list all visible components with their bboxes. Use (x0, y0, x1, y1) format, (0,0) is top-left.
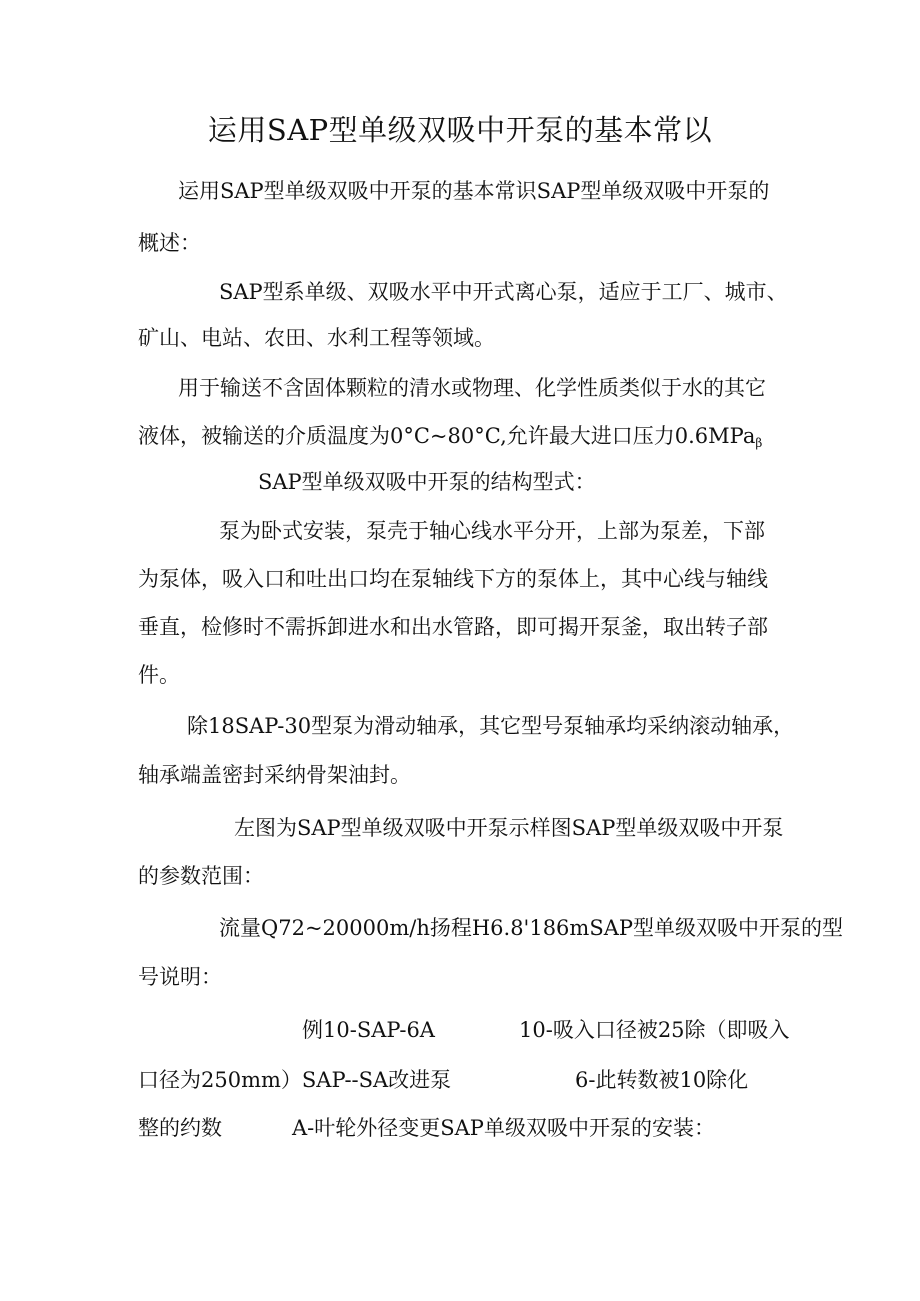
line-text: 液体，被输送的介质温度为0°C~80°C,允许最大进口压力0.6MPa (138, 424, 756, 448)
paragraph-line: 6-此转数被10除化 (575, 1068, 749, 1092)
paragraph-line: 件。 (138, 663, 180, 687)
paragraph-line: 10-吸入口径被25除（即吸入 (519, 1018, 790, 1042)
paragraph-line: 的参数范围： (138, 864, 264, 888)
paragraph-line: 流量Q72~20000m/h扬程H6.8'186mSAP型单级双吸中开泵的型 (219, 916, 844, 940)
paragraph-line: 口径为250mm）SAP--SA改进泵 (138, 1068, 452, 1092)
subscript-mark: β (755, 436, 763, 450)
section-heading: SAP型单级双吸中开泵的结构型式： (258, 470, 596, 494)
paragraph-line: 概述： (138, 231, 201, 255)
document-title: 运用SAP型单级双吸中开泵的基本常以 (207, 113, 713, 147)
paragraph-line: 号说明： (138, 965, 222, 989)
paragraph-line: 矿山、电站、农田、水利工程等领域。 (138, 326, 495, 350)
paragraph-line: SAP型系单级、双吸水平中开式离心泵，适应于工厂、城市、 (219, 280, 788, 304)
paragraph-line: 轴承端盖密封采纳骨架油封。 (138, 763, 411, 787)
paragraph-line: 左图为SAP型单级双吸中开泵示样图SAP型单级双吸中开泵 (234, 816, 784, 840)
paragraph-line: 运用SAP型单级双吸中开泵的基本常识SAP型单级双吸中开泵的 (178, 179, 770, 203)
paragraph-line: 除18SAP-30型泵为滑动轴承，其它型号泵轴承均采纳滚动轴承， (187, 714, 795, 738)
paragraph-line: 为泵体，吸入口和吐出口均在泵轴线下方的泵体上，其中心线与轴线 (138, 567, 768, 591)
paragraph-line (138, 426, 762, 449)
paragraph-line: 例10-SAP-6A (302, 1018, 435, 1042)
paragraph-line: 用于输送不含固体颗粒的清水或物理、化学性质类似于水的其它 (178, 376, 766, 400)
paragraph-line: 整的约数 (138, 1116, 222, 1140)
paragraph-line: 垂直，检修时不需拆卸进水和出水管路，即可揭开泵釜，取出转子部 (138, 615, 768, 639)
paragraph-line: A-叶轮外径变更SAP单级双吸中开泵的安装： (292, 1116, 715, 1140)
paragraph-line: 泵为卧式安装，泵壳于轴心线水平分开，上部为泵差，下部 (219, 519, 765, 543)
